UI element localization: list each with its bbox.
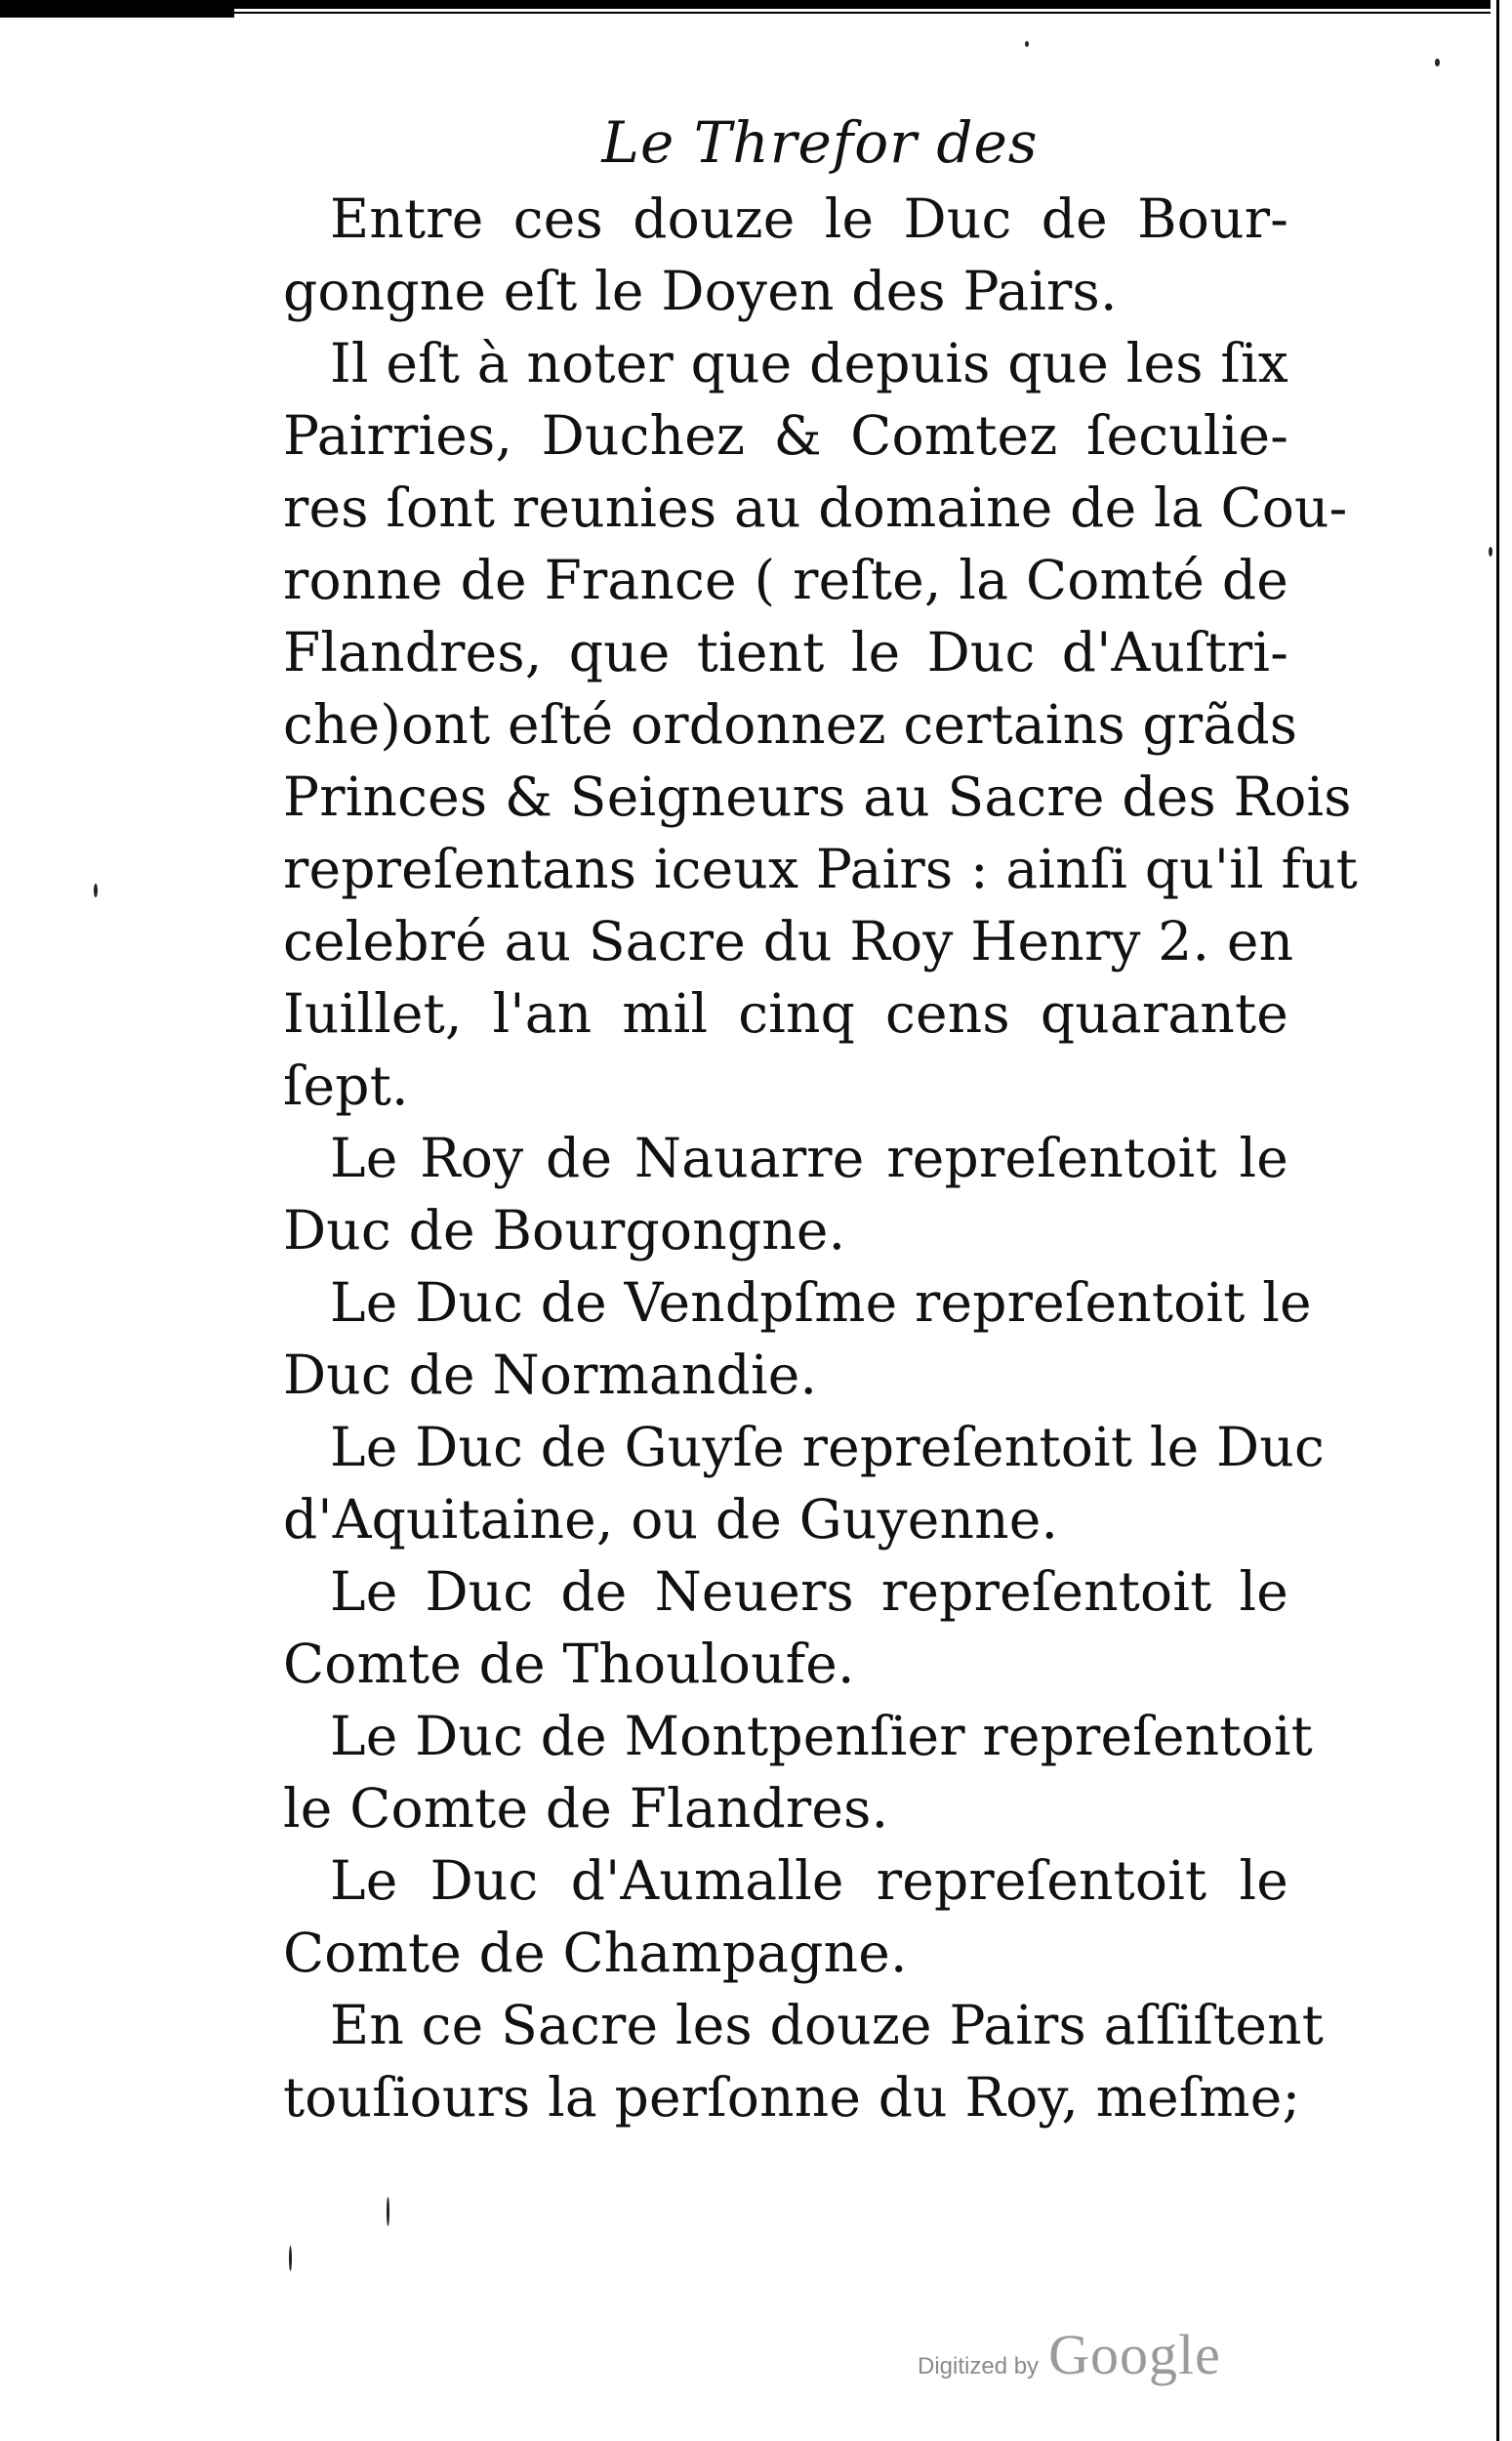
text-line: Pairries, Duchez & Comtez ſeculie- <box>283 404 1288 467</box>
text-line: res ſont reunies au domaine de la Cou- <box>283 476 1348 539</box>
scan-speck <box>1489 547 1492 557</box>
text-line: gongne eſt le Doyen des Pairs. <box>283 260 1118 322</box>
scan-speck <box>1025 41 1029 47</box>
text-line: Il eſt à noter que depuis que les ſix <box>330 332 1288 394</box>
page-content <box>283 103 1358 2133</box>
text-line: celebré au Sacre du Roy Henry 2. en <box>283 910 1294 972</box>
text-line: ſept. <box>283 1055 409 1117</box>
text-line: Duc de Normandie. <box>283 1344 818 1406</box>
text-line: che)ont eſté ordonnez certains grãds <box>283 693 1298 756</box>
text-line: Iuillet, l'an mil cinq cens quarante <box>283 982 1288 1045</box>
google-logo: Google <box>1048 2323 1221 2386</box>
text-line: Le Roy de Nauarre repreſentoit le <box>330 1127 1288 1189</box>
text-line: repreſentans iceux Pairs : ainſi qu'il fut <box>283 838 1358 900</box>
text-line: Entre ces douze le Duc de Bour- <box>330 187 1288 250</box>
scan-speck <box>94 884 98 897</box>
text-line: ronne de France ( reſte, la Comté de <box>283 549 1288 611</box>
scan-speck <box>289 2246 292 2271</box>
running-head: Le Threfor des <box>601 109 1039 176</box>
text-line: Le Duc de Montpenſier repreſentoit <box>330 1705 1313 1767</box>
scan-speck <box>1435 59 1440 66</box>
text-line: Comte de Champagne. <box>283 1922 908 1984</box>
text-line: Duc de Bourgongne. <box>283 1199 846 1262</box>
text-line: Le Duc de Guyſe repreſentoit le Duc <box>330 1416 1325 1478</box>
digitized-by-google-watermark <box>918 2322 1221 2390</box>
text-line: En ce Sacre les douze Pairs aſſiſtent <box>330 1994 1325 2056</box>
body-text <box>283 183 1358 2133</box>
text-line: Le Duc de Vendpſme repreſentoit le <box>330 1271 1312 1334</box>
text-line: touſiours la perſonne du Roy, meſme; <box>283 2066 1301 2129</box>
scan-speck <box>387 2197 389 2226</box>
watermark-prefix: Digitized by <box>918 2353 1040 2379</box>
scan-right-border <box>1491 0 1512 2441</box>
text-line: Le Duc de Neuers repreſentoit le <box>330 1560 1288 1623</box>
text-line: Princes & Seigneurs au Sacre des Rois <box>283 765 1352 828</box>
text-line: le Comte de Flandres. <box>283 1777 889 1840</box>
text-line: Comte de Thouloufe. <box>283 1633 855 1695</box>
scan-top-border <box>0 0 1512 18</box>
text-line: Flandres, que tient le Duc d'Auſtri- <box>283 621 1288 683</box>
text-line: d'Aquitaine, ou de Guyenne. <box>283 1488 1059 1551</box>
text-line: Le Duc d'Aumalle repreſentoit le <box>330 1849 1288 1912</box>
